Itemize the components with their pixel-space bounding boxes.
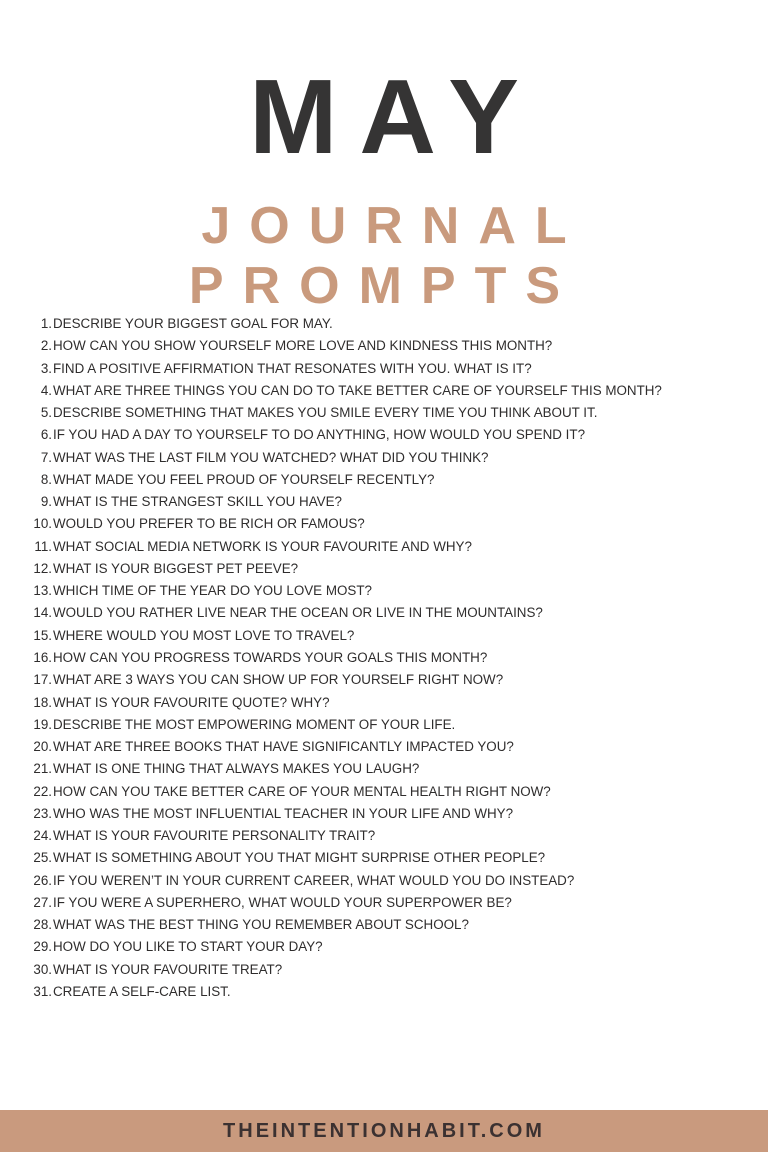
prompt-number: 10. <box>33 516 52 532</box>
prompt-item <box>0 803 768 825</box>
prompt-text: FIND A POSITIVE AFFIRMATION THAT RESONATES WITH YOU. WHAT IS IT? <box>53 360 532 376</box>
prompt-number: 19. <box>33 716 52 732</box>
prompt-text: WHAT WAS THE BEST THING YOU REMEMBER ABOUT SCHOOL? <box>53 917 469 933</box>
page-title: MAY <box>249 58 541 176</box>
footer-banner <box>0 1110 768 1152</box>
prompt-text: HOW CAN YOU SHOW YOURSELF MORE LOVE AND KINDNESS THIS MONTH? <box>53 338 553 354</box>
prompt-item <box>0 892 768 914</box>
prompt-text: WHAT IS YOUR BIGGEST PET PEEVE? <box>53 560 299 576</box>
prompt-item <box>0 825 768 847</box>
prompt-item <box>0 781 768 803</box>
prompt-text: WHAT WAS THE LAST FILM YOU WATCHED? WHAT DID YOU THINK? <box>53 449 489 465</box>
prompt-text: WHAT ARE THREE BOOKS THAT HAVE SIGNIFICANTLY IMPACTED YOU? <box>53 739 514 755</box>
prompt-number: 20. <box>33 739 52 755</box>
prompt-number: 27. <box>33 894 52 910</box>
prompt-text: WHAT IS YOUR FAVOURITE PERSONALITY TRAIT? <box>53 828 376 844</box>
prompt-text: DESCRIBE SOMETHING THAT MAKES YOU SMILE EVERY TIME YOU THINK ABOUT IT. <box>53 405 598 421</box>
prompt-text: HOW CAN YOU TAKE BETTER CARE OF YOUR MENTAL HEALTH RIGHT NOW? <box>53 783 551 799</box>
prompt-text: WHICH TIME OF THE YEAR DO YOU LOVE MOST? <box>53 583 372 599</box>
prompt-text: IF YOU WERE A SUPERHERO, WHAT WOULD YOUR SUPERPOWER BE? <box>53 894 512 910</box>
prompt-text: WHERE WOULD YOU MOST LOVE TO TRAVEL? <box>53 627 355 643</box>
prompt-text: WHAT IS THE STRANGEST SKILL YOU HAVE? <box>53 494 342 510</box>
prompt-text: WHAT IS ONE THING THAT ALWAYS MAKES YOU LAUGH? <box>53 761 420 777</box>
prompt-text: HOW CAN YOU PROGRESS TOWARDS YOUR GOALS THIS MONTH? <box>53 649 488 665</box>
prompt-item <box>0 536 768 558</box>
prompt-item <box>0 714 768 736</box>
page-subtitle: JOURNAL PROMPTS <box>188 197 586 315</box>
prompt-text: IF YOU HAD A DAY TO YOURSELF TO DO ANYTHING, HOW WOULD YOU SPEND IT? <box>53 427 586 443</box>
prompt-number: 8. <box>40 471 52 487</box>
prompt-item <box>0 424 768 446</box>
prompt-number: 31. <box>33 983 52 999</box>
prompt-text: WHAT ARE 3 WAYS YOU CAN SHOW UP FOR YOURSELF RIGHT NOW? <box>53 672 504 688</box>
prompt-item <box>0 335 768 357</box>
prompt-text: WHAT IS SOMETHING ABOUT YOU THAT MIGHT SURPRISE OTHER PEOPLE? <box>53 850 546 866</box>
prompt-number: 29. <box>33 939 52 955</box>
prompt-item <box>0 380 768 402</box>
prompt-item <box>0 580 768 602</box>
prompt-number: 3. <box>40 360 52 376</box>
prompt-item <box>0 692 768 714</box>
prompt-text: IF YOU WEREN’T IN YOUR CURRENT CAREER, WHAT WOULD YOU DO INSTEAD? <box>53 872 575 888</box>
prompt-number: 23. <box>33 805 52 821</box>
prompt-item <box>0 513 768 535</box>
prompt-item <box>0 602 768 624</box>
prompt-text: WHAT IS YOUR FAVOURITE TREAT? <box>53 961 283 977</box>
prompt-item <box>0 936 768 958</box>
prompt-item <box>0 402 768 424</box>
prompt-number: 24. <box>33 828 52 844</box>
prompt-text: WHO WAS THE MOST INFLUENTIAL TEACHER IN YOUR LIFE AND WHY? <box>53 805 514 821</box>
prompt-item <box>0 491 768 513</box>
prompt-text: WHAT SOCIAL MEDIA NETWORK IS YOUR FAVOURITE AND WHY? <box>53 538 472 554</box>
prompt-number: 18. <box>33 694 52 710</box>
prompt-text: HOW DO YOU LIKE TO START YOUR DAY? <box>53 939 323 955</box>
prompt-number: 5. <box>40 405 52 421</box>
prompt-item <box>0 914 768 936</box>
prompt-item <box>0 736 768 758</box>
prompt-number: 13. <box>33 583 52 599</box>
prompt-item <box>0 313 768 335</box>
footer-website: THEINTENTIONHABIT.COM <box>223 1119 545 1142</box>
prompt-item <box>0 447 768 469</box>
prompt-text: DESCRIBE THE MOST EMPOWERING MOMENT OF YOUR LIFE. <box>53 716 456 732</box>
prompt-number: 22. <box>33 783 52 799</box>
prompt-item <box>0 758 768 780</box>
prompt-number: 25. <box>33 850 52 866</box>
prompt-number: 30. <box>33 961 52 977</box>
prompt-item <box>0 625 768 647</box>
prompt-list <box>0 313 768 1003</box>
prompt-number: 9. <box>40 494 52 510</box>
prompt-text: WHAT MADE YOU FEEL PROUD OF YOURSELF RECENTLY? <box>53 471 435 487</box>
prompt-item <box>0 847 768 869</box>
prompt-number: 15. <box>33 627 52 643</box>
prompt-number: 14. <box>33 605 52 621</box>
prompt-number: 12. <box>33 560 52 576</box>
prompt-text: WHAT IS YOUR FAVOURITE QUOTE? WHY? <box>53 694 330 710</box>
prompt-item <box>0 981 768 1003</box>
prompt-text: DESCRIBE YOUR BIGGEST GOAL FOR MAY. <box>53 316 333 331</box>
prompt-number: 1. <box>40 316 52 331</box>
prompt-item <box>0 870 768 892</box>
prompt-number: 11. <box>34 538 52 554</box>
prompt-number: 6. <box>40 427 52 443</box>
prompt-number: 4. <box>40 382 52 398</box>
prompt-text: WOULD YOU RATHER LIVE NEAR THE OCEAN OR LIVE IN THE MOUNTAINS? <box>53 605 543 621</box>
prompt-item <box>0 647 768 669</box>
prompt-number: 17. <box>33 672 52 688</box>
prompt-number: 2. <box>40 338 52 354</box>
prompt-item <box>0 558 768 580</box>
prompt-number: 16. <box>33 649 52 665</box>
prompt-number: 21. <box>33 761 52 777</box>
prompt-item <box>0 959 768 981</box>
prompt-item <box>0 469 768 491</box>
prompt-number: 7. <box>40 449 52 465</box>
prompt-number: 28. <box>33 917 52 933</box>
prompt-text: WOULD YOU PREFER TO BE RICH OR FAMOUS? <box>53 516 365 532</box>
prompt-text: WHAT ARE THREE THINGS YOU CAN DO TO TAKE BETTER CARE OF YOURSELF THIS MONTH? <box>53 382 662 398</box>
prompt-item <box>0 669 768 691</box>
prompt-item <box>0 358 768 380</box>
prompt-text: CREATE A SELF-CARE LIST. <box>53 983 231 999</box>
prompt-number: 26. <box>33 872 52 888</box>
